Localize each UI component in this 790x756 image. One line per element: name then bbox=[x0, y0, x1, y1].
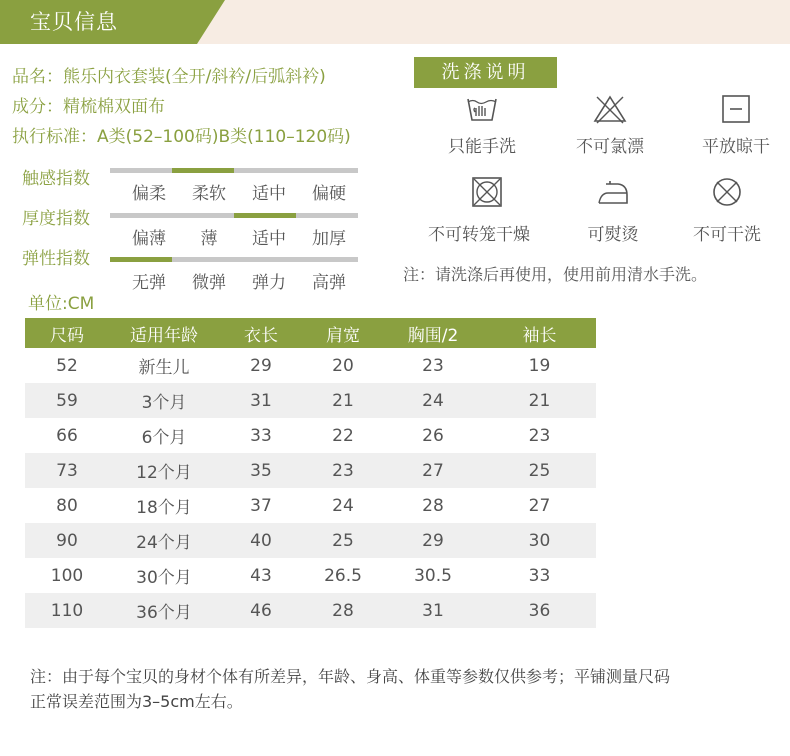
section-title: 宝贝信息 bbox=[30, 10, 118, 34]
index-label-elasticity: 弹性指数 bbox=[22, 249, 90, 269]
care-label-dry-flat: 平放晾干 bbox=[702, 137, 770, 157]
index-level-elasticity bbox=[110, 257, 172, 262]
table-cell: 24个月 bbox=[109, 523, 219, 558]
table-header-cell: 袖长 bbox=[483, 318, 596, 348]
table-cell: 27 bbox=[383, 453, 483, 488]
table-cell: 26.5 bbox=[324, 565, 362, 586]
index-option: 加厚 bbox=[312, 229, 346, 249]
footnote-line-1: 注：由于每个宝贝的身材个体有所差异，年龄、身高、体重等参数仅供参考；平铺测量尺码 bbox=[30, 667, 671, 686]
table-cell: 12个月 bbox=[109, 453, 219, 488]
index-option: 偏柔 bbox=[132, 184, 166, 204]
table-cell: 25 bbox=[483, 453, 596, 488]
care-label-no-tumble-dry: 不可转笼干燥 bbox=[428, 225, 530, 245]
table-cell: 29 bbox=[250, 355, 272, 376]
hand-wash-icon bbox=[465, 94, 499, 124]
table-cell: 46 bbox=[219, 593, 303, 628]
table-cell: 21 bbox=[483, 383, 596, 418]
size-table bbox=[25, 318, 596, 628]
table-row bbox=[25, 523, 596, 558]
index-level-thickness bbox=[234, 213, 296, 218]
table-cell: 3个月 bbox=[109, 383, 219, 418]
table-header-row bbox=[25, 318, 596, 348]
product-name: 品名：熊乐内衣套装(全开/斜衿/后弧斜衿) bbox=[12, 67, 326, 87]
table-cell: 29 bbox=[383, 523, 483, 558]
table-header-cell: 适用年龄 bbox=[109, 318, 219, 348]
table-cell: 35 bbox=[219, 453, 303, 488]
no-dry-clean-icon bbox=[710, 177, 744, 207]
table-cell: 28 bbox=[303, 593, 383, 628]
table-cell: 24 bbox=[383, 383, 483, 418]
table-cell: 37 bbox=[250, 495, 272, 516]
table-cell: 30 bbox=[483, 523, 596, 558]
table-cell: 23 bbox=[422, 355, 444, 376]
table-cell: 21 bbox=[303, 383, 383, 418]
table-cell: 6个月 bbox=[141, 428, 187, 448]
table-cell: 52 bbox=[56, 355, 78, 376]
index-option: 偏硬 bbox=[312, 184, 346, 204]
table-row bbox=[25, 453, 596, 488]
care-label-iron: 可熨烫 bbox=[587, 225, 639, 245]
index-option: 适中 bbox=[252, 184, 286, 204]
index-option: 高弹 bbox=[312, 273, 346, 293]
table-cell: 19 bbox=[528, 355, 551, 376]
table-row bbox=[25, 488, 596, 523]
care-label-no-bleach: 不可氯漂 bbox=[576, 137, 644, 157]
table-row bbox=[25, 593, 596, 628]
table-cell: 100 bbox=[50, 565, 84, 586]
footnote-line-2: 正常误差范围为3–5cm左右。 bbox=[30, 692, 243, 711]
table-cell: 30.5 bbox=[414, 565, 452, 586]
index-label-touch: 触感指数 bbox=[22, 169, 90, 189]
table-cell: 23 bbox=[303, 453, 383, 488]
table-cell: 31 bbox=[219, 383, 303, 418]
index-option: 弹力 bbox=[252, 273, 286, 293]
table-cell: 66 bbox=[56, 425, 78, 446]
table-cell: 30个月 bbox=[136, 568, 192, 588]
index-option: 薄 bbox=[200, 229, 218, 249]
wash-note: 注：请洗涤后再使用，使用前用清水手洗。 bbox=[403, 265, 708, 284]
table-header-cell: 肩宽 bbox=[303, 318, 383, 348]
index-option: 柔软 bbox=[192, 184, 226, 204]
table-cell: 20 bbox=[332, 355, 354, 376]
care-label-no-dry-clean: 不可干洗 bbox=[693, 225, 761, 245]
index-option: 微弹 bbox=[192, 273, 226, 293]
table-header-cell: 胸围/2 bbox=[383, 318, 483, 348]
index-track-thickness bbox=[110, 213, 358, 218]
table-row bbox=[25, 418, 596, 453]
no-bleach-icon bbox=[593, 94, 627, 124]
table-cell: 73 bbox=[25, 453, 109, 488]
table-cell: 31 bbox=[383, 593, 483, 628]
table-cell: 40 bbox=[219, 523, 303, 558]
table-cell: 43 bbox=[250, 565, 272, 586]
index-option: 适中 bbox=[252, 229, 286, 249]
table-cell: 26 bbox=[422, 425, 444, 446]
table-cell: 25 bbox=[303, 523, 383, 558]
table-cell: 110 bbox=[25, 593, 109, 628]
no-tumble-dry-icon bbox=[470, 177, 504, 207]
product-material: 成分：精梳棉双面布 bbox=[12, 97, 165, 117]
iron-icon bbox=[596, 177, 630, 207]
table-row bbox=[25, 348, 596, 383]
table-cell: 33 bbox=[528, 565, 551, 586]
table-cell: 18个月 bbox=[136, 498, 192, 518]
index-option: 无弹 bbox=[132, 273, 166, 293]
table-cell: 80 bbox=[56, 495, 78, 516]
table-cell: 90 bbox=[25, 523, 109, 558]
dry-flat-icon bbox=[719, 94, 753, 124]
table-cell: 27 bbox=[528, 495, 551, 516]
table-cell: 33 bbox=[250, 425, 272, 446]
table-cell: 22 bbox=[332, 425, 354, 446]
table-cell: 36 bbox=[483, 593, 596, 628]
care-label-hand-wash: 只能手洗 bbox=[448, 137, 516, 157]
index-track-elasticity bbox=[110, 257, 358, 262]
table-cell: 36个月 bbox=[109, 593, 219, 628]
index-track-touch bbox=[110, 168, 358, 173]
table-cell: 59 bbox=[25, 383, 109, 418]
table-cell: 28 bbox=[422, 495, 444, 516]
table-cell: 24 bbox=[332, 495, 354, 516]
index-option: 偏薄 bbox=[132, 229, 166, 249]
table-row bbox=[25, 558, 596, 593]
index-label-thickness: 厚度指数 bbox=[22, 209, 90, 229]
table-row bbox=[25, 383, 596, 418]
table-header-cell: 尺码 bbox=[25, 318, 109, 348]
index-level-touch bbox=[172, 168, 234, 173]
wash-title: 洗涤说明 bbox=[414, 57, 557, 88]
table-cell: 23 bbox=[528, 425, 551, 446]
table-cell: 新生儿 bbox=[138, 358, 190, 378]
product-standard: 执行标准：A类(52–100码)B类(110–120码) bbox=[12, 127, 351, 147]
table-header-cell: 衣长 bbox=[219, 318, 303, 348]
unit-label: 单位:CM bbox=[28, 294, 95, 314]
